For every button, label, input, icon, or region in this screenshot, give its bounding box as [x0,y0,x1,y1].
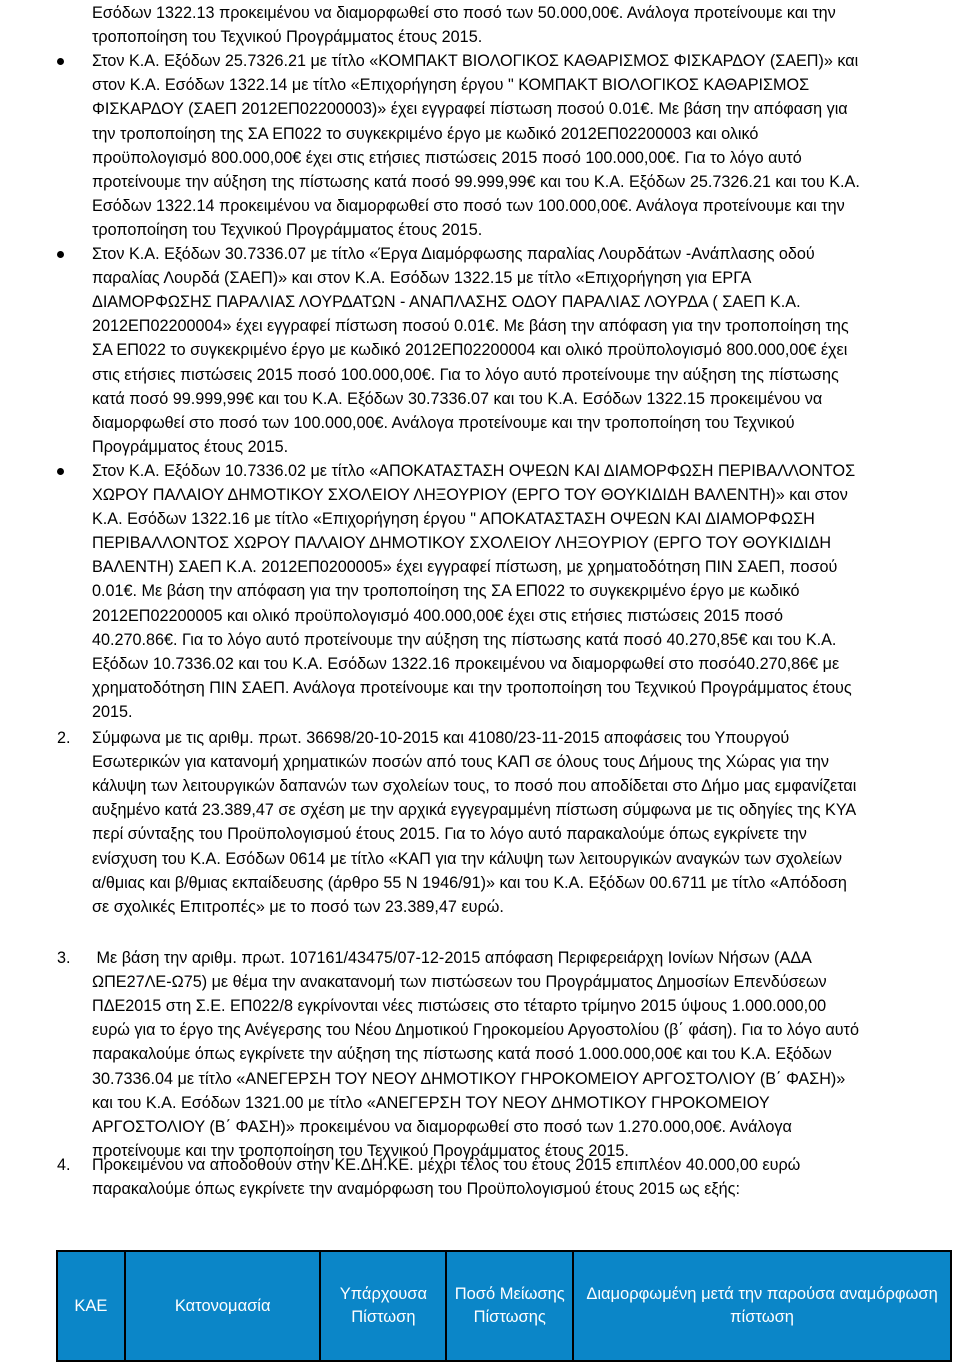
bullet-dot [57,58,64,65]
text-line: στον Κ.Α. Εσόδων 1322.14 με τίτλο «Επιχορήγηση έργου " ΚΟΜΠΑΚΤ ΒΙΟΛΟΓΙΚΟΣ ΚΑΘΑΡΙΣΜΟΣ [92,76,810,95]
text-line: α/θμιας και β/θμιας εκπαίδευσης (άρθρο 55 Ν 1946/91)» και του Κ.Α. Εξόδων 00.6711 με τίτλο «Απόδοση [92,873,847,892]
text-line: διαμορφωθεί στο ποσό των 100.000,00€. Ανάλογα προτείνουμε και την τροποποίηση του Τεχνικού [92,413,795,432]
budget-table [56,1250,952,1362]
text-line: Σύμφωνα με τις αριθμ. πρωτ. 36698/20-10-2015 και 41080/23-11-2015 αποφάσεις του Υπουργού [92,729,790,747]
text-line: χρηματοδότηση ΠΙΝ ΣΑΕΠ. Ανάλογα προτείνουμε και την τροποποίηση του Τεχνικού Προγράμματος έτους [92,678,852,697]
text-line: 0.01€. Με βάση την απόφαση για την τροποποίηση της ΣΑ ΕΠ022 το συγκεκριμένο έργο με κωδικό [92,582,800,601]
text-line: σε σχολικές Επιτροπές» με το ποσό των 23.389,47 ευρώ. [92,897,504,916]
text-line: Στον Κ.Α. Εξόδων 25.7326.21 με τίτλο «ΚΟΜΠΑΚΤ ΒΙΟΛΟΓΙΚΟΣ ΚΑΘΑΡΙΣΜΟΣ ΦΙΣΚΑΡΔΟΥ (ΣΑΕΠ)» και [92,52,859,71]
text-line: παραλίας Λουρδά (ΣΑΕΠ)» και στον Κ.Α. Εσόδων 1322.15 με τίτλο «Επιχορήγηση για ΕΡΓΑ [92,269,752,288]
text-line: 40.270.86€. Για το λόγο αυτό προτείνουμε την αύξηση της πίστωσης κατά ποσό 40.270,85€ και του Κ.Α. [92,630,837,649]
text-line: παρακαλούμε όπως εγκρίνετε την αύξηση της πίστωσης κατά ποσό 1.000.000,00€ και του Κ.Α. Εξόδων [92,1045,832,1064]
text-line: στις ετήσιες πιστώσεις 2015 ποσό 100.000,00€. Για το λόγο αυτό προτείνουμε την αύξηση της πίστωσης [92,365,839,384]
text-line: κατά ποσό 99.999,99€ και του Κ.Α. Εξόδων 30.7336.07 και του Κ.Α. Εσόδων 1322.15 προκειμένου να [92,389,823,408]
text-line: 2012ΕΠ02200005 και ολικό προϋπολογισμό 400.000,00€ έχει στις ετήσιες πιστώσεις 2015 ποσό [92,606,784,625]
text-line: Στον Κ.Α. Εξόδων 10.7336.02 με τίτλο «ΑΠΟΚΑΤΑΣΤΑΣΗ ΟΨΕΩΝ ΚΑΙ ΔΙΑΜΟΡΦΩΣΗ ΠΕΡΙΒΑΛΛΟΝΤΟΣ [92,461,856,480]
header-existing-credit: Υπάρχουσα Πίστωση [320,1251,446,1361]
header-kae: ΚΑΕ [57,1251,125,1361]
text-line: ΒΑΛΕΝΤΗ) ΣΑΕΠ Κ.Α. 2012ΕΠ0200005» έχει εγγραφεί πίστωση, με χρηματοδότηση ΠΙΝ ΣΑΕΠ, ποσού [92,558,838,577]
text-line: Κ.Α. Εσόδων 1322.16 με τίτλο «Επιχορήγηση έργου " ΑΠΟΚΑΤΑΣΤΑΣΗ ΟΨΕΩΝ ΚΑΙ ΔΙΑΜΟΡΦΩΣΗ [92,510,815,529]
text-line: Εξόδων 10.7336.02 και του Κ.Α. Εσόδων 1322.16 προκειμένου να διαμορφωθεί στο ποσό40.270,86€ με [92,654,840,673]
text-line: Προγράμματος έτους 2015. [92,437,289,456]
text-line: την τροποποίηση της ΣΑ ΕΠ022 το συγκεκριμένο έργο με κωδικό 2012ΕΠ02200003 και ολικό [92,124,759,143]
header-name: Κατονομασία [125,1251,321,1361]
list-number: 4. [57,1156,71,1174]
text-line: Προκειμένου να αποδοθούν στην ΚΕ.ΔΗ.ΚΕ. μέχρι τέλος του έτους 2015 επιπλέον 40.000,00 ευρώ [92,1156,801,1174]
text-line: 2015. [92,702,133,721]
bullet-dot [57,251,64,258]
text-line: παρακαλούμε όπως εγκρίνετε την αναμόρφωση του Προϋπολογισμού έτους 2015 ως εξής: [92,1180,740,1199]
text-line: Εσόδων 1322.13 προκειμένου να διαμορφωθεί στο ποσό των 50.000,00€. Ανάλογα προτείνουμε και την [92,4,836,22]
text-line: προτείνουμε την αύξηση της πίστωσης κατά ποσό 99.999,99€ και του Κ.Α. Εξόδων 25.7326.21 και του Κ.Α. [92,172,860,191]
text-line: και του Κ.Α. Εσόδων 1321.00 με τίτλο «ΑΝΕΓΕΡΣΗ ΤΟΥ ΝΕΟΥ ΔΗΜΟΤΙΚΟΥ ΓΗΡΟΚΟΜΕΙΟΥ [92,1093,770,1112]
text-line: Στον Κ.Α. Εξόδων 30.7336.07 με τίτλο «Έργα Διαμόρφωσης παραλίας Λουρδάτων -Ανάπλασης οδού [92,245,815,263]
text-line: ΑΡΓΟΣΤΟΛΙΟΥ (Β΄ ΦΑΣΗ)» προκειμένου να διαμορφωθεί στο ποσό των 1.270.000,00€. Ανάλογα [92,1117,792,1136]
list-number: 3. [57,949,71,967]
text-line: ΔΙΑΜΟΡΦΩΣΗΣ ΠΑΡΑΛΙΑΣ ΛΟΥΡΔΑΤΩΝ - ΑΝΑΠΛΑΣΗΣ ΟΔΟΥ ΠΑΡΑΛΙΑΣ ΛΟΥΡΔΑ ( ΣΑΕΠ Κ.Α. [92,293,801,312]
text-line: τροποποίηση του Τεχνικού Προγράμματος έτους 2015. [92,220,483,239]
table-header-row [57,1251,951,1361]
text-line: ΠΕΡΙΒΑΛΛΟΝΤΟΣ ΧΩΡΟΥ ΠΑΛΑΙΟΥ ΔΗΜΟΤΙΚΟΥ ΣΧΟΛΕΙΟΥ ΛΗΞΟΥΡΙΟΥ (ΕΡΓΟ ΤΟΥ ΘΟΥΚΙΔΙΔΗ [92,534,832,553]
text-line: προϋπολογισμό 800.000,00€ έχει στις ετήσιες πιστώσεις 2015 ποσό 100.000,00€. Για το λόγο αυτό [92,148,802,167]
text-line: 2012ΕΠ02200004» έχει εγγραφεί πίστωση ποσού 0.01€. Με βάση την απόφαση για την τροποποίηση της [92,317,849,336]
text-line: ΣΑ ΕΠ022 το συγκεκριμένο έργο με κωδικό 2012ΕΠ02200004 και ολικό προϋπολογισμό 800.000,00€ έχει [92,341,848,360]
header-reduction: Ποσό Μείωσης Πίστωσης [446,1251,573,1361]
text-line: περί σύνταξης του Προϋπολογισμού έτους 2015. Για το λόγο αυτό παρακαλούμε όπως εγκρίνετε την [92,825,807,844]
header-final-credit: Διαμορφωμένη μετά την παρούσα αναμόρφωση πίστωση [573,1251,951,1361]
text-line: ΦΙΣΚΑΡΔΟΥ (ΣΑΕΠ 2012ΕΠ02200003)» έχει εγγραφεί πίστωση ποσού 0.01€. Με βάση την απόφαση για [92,100,848,119]
list-number: 2. [57,729,71,747]
text-line: ενίσχυση του Κ.Α. Εσόδων 0614 με τίτλο «ΚΑΠ για την κάλυψη των λειτουργικών αναγκών των σχολείων [92,849,842,868]
text-line: ΠΔΕ2015 στη Σ.Ε. ΕΠ022/8 εγκρίνονται νέες πιστώσεις στο τέταρτο τρίμηνο 2015 ύψους 1.000.000,00 [92,997,827,1016]
bullet-dot [57,468,64,475]
text-line: ευρώ για το έργο της Ανέγερσης του Νέου Δημοτικού Γηροκομείου Αργοστολίου (β΄ φάση). Για το λόγο αυτό [92,1021,859,1040]
text-line: προτείνουμε και την τροποποίηση του Τεχνικού Προγράμματος έτους 2015. [92,1141,629,1160]
text-line: αυξημένο κατά 23.389,47 σε σχέση με την αρχικά εγγεγραμμένη πίστωση σύμφωνα με τις οδηγίες της ΚΥΑ [92,801,857,820]
text-line: Εσωτερικών για κατανομή χρηματικών ποσών από τους ΚΑΠ σε όλους τους Δήμους της Χώρας για την [92,753,829,772]
text-line: ΩΠΕ27ΛΕ-Ω75) με θέμα την ανακατανομή των πιστώσεων του Προγράμματος Δημοσίων Επενδύσεων [92,973,827,992]
text-line: κάλυψη των λειτουργικών δαπανών των σχολείων τους, το ποσό που αποδίδεται στο Δήμο μας εμφανίζεται [92,777,857,796]
text-line: τροποποίηση του Τεχνικού Προγράμματος έτους 2015. [92,28,483,47]
text-line: ΧΩΡΟΥ ΠΑΛΑΙΟΥ ΔΗΜΟΤΙΚΟΥ ΣΧΟΛΕΙΟΥ ΛΗΞΟΥΡΙΟΥ (ΕΡΓΟ ΤΟΥ ΘΟΥΚΙΔΙΔΗ ΒΑΛΕΝΤΗ)» και στον [92,486,848,504]
text-line: Εσόδων 1322.14 προκειμένου να διαμορφωθεί στο ποσό των 100.000,00€. Ανάλογα προτείνουμε και την [92,196,845,215]
text-line: Με βάση την αριθμ. πρωτ. 107161/43475/07-12-2015 απόφαση Περιφερειάρχη Ιονίων Νήσων (ΑΔΑ [92,949,812,967]
text-line: 30.7336.04 με τίτλο «ΑΝΕΓΕΡΣΗ ΤΟΥ ΝΕΟΥ ΔΗΜΟΤΙΚΟΥ ΓΗΡΟΚΟΜΕΙΟΥ ΑΡΓΟΣΤΟΛΙΟΥ (Β΄ ΦΑΣΗ)» [92,1069,846,1088]
